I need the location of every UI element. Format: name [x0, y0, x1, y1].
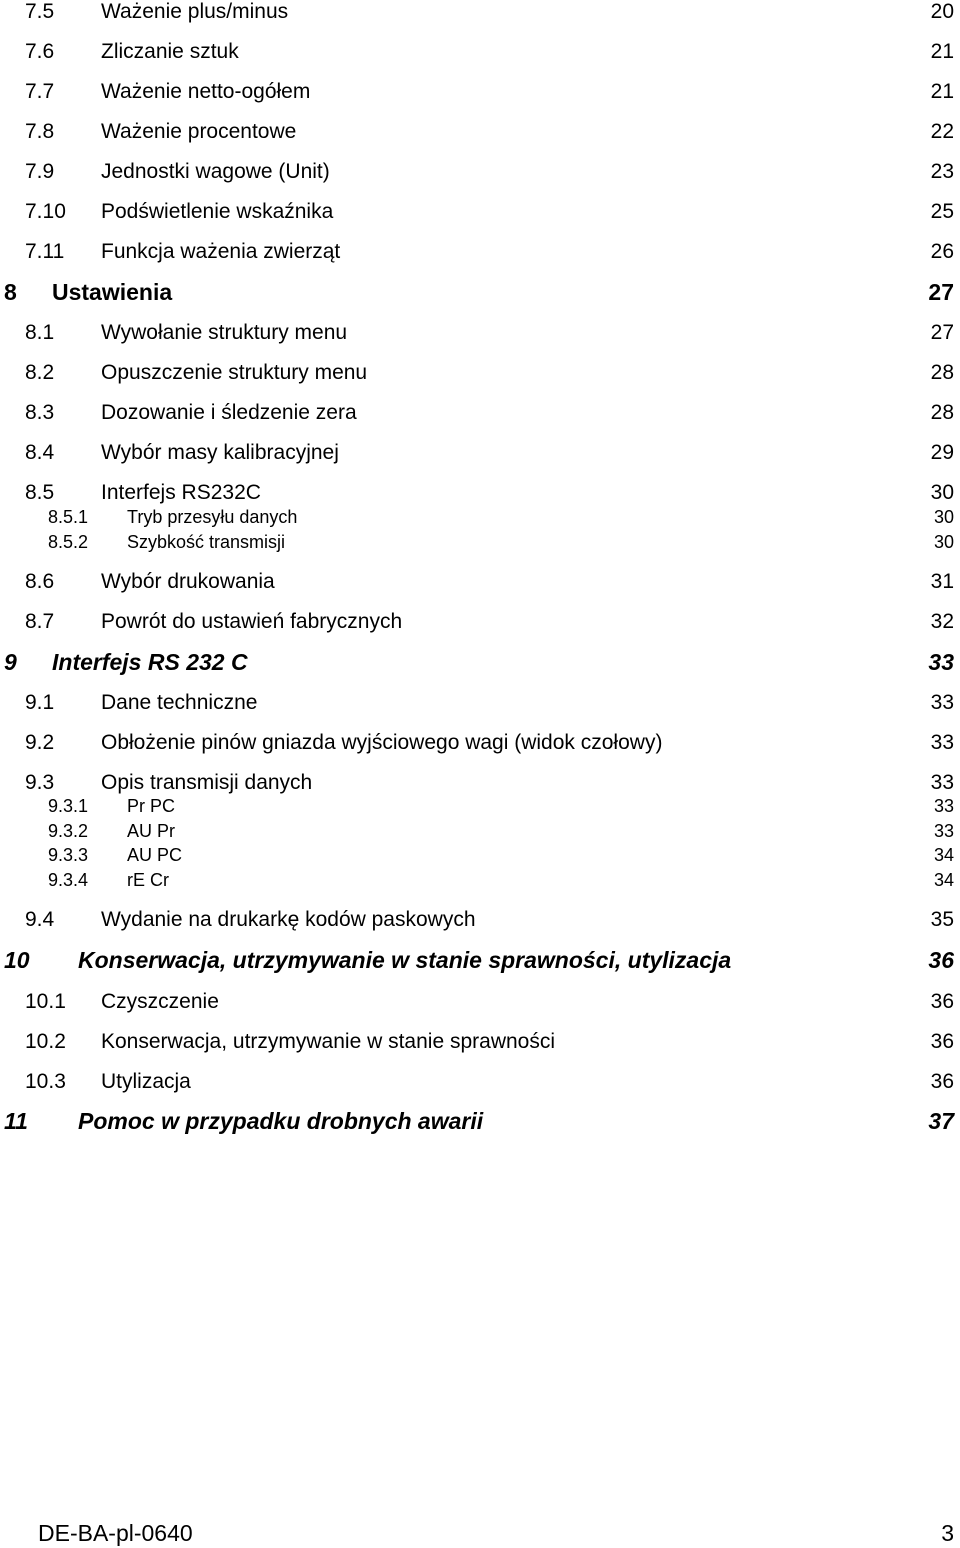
toc-title: Jednostki wagowe (Unit) — [101, 160, 330, 183]
toc-page: 28 — [930, 361, 954, 384]
toc-title: Powrót do ustawień fabrycznych — [101, 610, 403, 633]
toc-number: 11 — [4, 1108, 28, 1134]
toc-page: 33 — [928, 649, 954, 675]
toc-number: 9.3.4 — [48, 870, 89, 890]
toc-page: 36 — [930, 990, 954, 1013]
toc-title: Obłożenie pinów gniazda wyjściowego wagi (widok czołowy) — [101, 731, 663, 754]
toc-page: 36 — [928, 947, 954, 973]
toc-number: 10.3 — [25, 1070, 66, 1093]
toc-title: Dane techniczne — [101, 691, 258, 714]
toc-title: Interfejs RS232C — [101, 481, 261, 504]
toc-page: 29 — [930, 441, 954, 464]
toc-page: 35 — [930, 908, 954, 931]
toc-page: 37 — [928, 1108, 954, 1134]
toc-number: 8.6 — [25, 570, 55, 593]
toc-number: 8.7 — [25, 610, 55, 633]
toc-number: 8.5.1 — [48, 507, 89, 527]
toc-title: Wybór masy kalibracyjnej — [101, 441, 339, 464]
toc-title: Szybkość transmisji — [127, 532, 286, 552]
toc-number: 10.1 — [25, 990, 66, 1013]
toc-number: 8 — [4, 279, 17, 305]
toc-page: 33 — [933, 796, 954, 816]
toc-title: Pr PC — [127, 796, 176, 816]
toc-page: 23 — [930, 160, 954, 183]
toc-page: 21 — [930, 80, 954, 103]
toc-number: 8.5 — [25, 481, 55, 504]
toc-title: Opis transmisji danych — [101, 771, 313, 794]
toc-title: Wywołanie struktury menu — [101, 321, 348, 344]
toc-number: 9.3.3 — [48, 845, 89, 865]
toc-title: Ważenie plus/minus — [101, 0, 289, 23]
toc-number: 7.7 — [25, 80, 55, 103]
toc-number: 7.5 — [25, 0, 55, 23]
toc-page: 36 — [930, 1030, 954, 1053]
page-number: 3 — [941, 1520, 954, 1546]
toc-title: Wybór drukowania — [101, 570, 275, 593]
toc-page: 33 — [930, 731, 954, 754]
toc-page: 36 — [930, 1070, 954, 1093]
toc-page: 33 — [930, 691, 954, 714]
toc-page: 34 — [933, 870, 954, 890]
toc-number: 8.1 — [25, 321, 55, 344]
toc-number: 9.3.1 — [48, 796, 89, 816]
toc-number: 10.2 — [25, 1030, 66, 1053]
toc-page: 27 — [930, 321, 954, 344]
toc-page: 32 — [930, 610, 954, 633]
toc-number: 9.1 — [25, 691, 55, 714]
toc-title: Opuszczenie struktury menu — [101, 361, 368, 384]
toc-title: Konserwacja, utrzymywanie w stanie sprawności — [101, 1030, 556, 1053]
toc-title: Funkcja ważenia zwierząt — [101, 240, 341, 263]
toc-number: 7.11 — [25, 240, 65, 263]
toc-title: Konserwacja, utrzymywanie w stanie sprawności, utylizacja — [78, 947, 732, 973]
toc-page: 27 — [928, 279, 954, 305]
toc-number: 9.3 — [25, 771, 55, 794]
toc-number: 7.9 — [25, 160, 55, 183]
toc-number: 7.6 — [25, 40, 55, 63]
toc-number: 8.4 — [25, 441, 55, 464]
toc-page: 20 — [930, 0, 954, 23]
toc-title: Utylizacja — [101, 1070, 191, 1093]
toc-number: 7.10 — [25, 200, 66, 223]
toc-page: 30 — [933, 507, 954, 527]
toc-number: 9.4 — [25, 908, 55, 931]
toc-title: AU PC — [127, 845, 183, 865]
page-footer — [0, 1522, 960, 1548]
document-code: DE-BA-pl-0640 — [38, 1520, 193, 1546]
toc-number: 8.5.2 — [48, 532, 89, 552]
toc-number: 8.2 — [25, 361, 55, 384]
toc-number: 9.2 — [25, 731, 55, 754]
toc-title: rE Cr — [127, 870, 169, 890]
toc-page: 28 — [930, 401, 954, 424]
toc-title: Pomoc w przypadku drobnych awarii — [78, 1108, 484, 1134]
toc-page: 33 — [933, 821, 954, 841]
toc-page: 33 — [930, 771, 954, 794]
toc-page: 26 — [930, 240, 954, 263]
toc-title: Dozowanie i śledzenie zera — [101, 401, 357, 424]
toc-page: 30 — [930, 481, 954, 504]
toc-title: Ważenie procentowe — [101, 120, 297, 143]
toc-page: 22 — [930, 120, 954, 143]
toc-title: AU Pr — [127, 821, 176, 841]
toc-number: 7.8 — [25, 120, 55, 143]
toc-number: 9 — [4, 649, 17, 675]
toc-title: Wydanie na drukarkę kodów paskowych — [101, 908, 476, 931]
toc-title: Zliczanie sztuk — [101, 40, 239, 63]
toc-page: 31 — [930, 570, 954, 593]
toc-title: Podświetlenie wskaźnika — [101, 200, 334, 223]
toc-number: 10 — [4, 947, 30, 973]
toc-page: 30 — [933, 532, 954, 552]
toc-page: 34 — [933, 845, 954, 865]
toc-title: Interfejs RS 232 C — [52, 649, 248, 675]
toc-page: 21 — [930, 40, 954, 63]
toc-title: Ustawienia — [52, 279, 173, 305]
toc-number: 9.3.2 — [48, 821, 89, 841]
toc-number: 8.3 — [25, 401, 55, 424]
toc-title: Czyszczenie — [101, 990, 219, 1013]
toc-page: 25 — [930, 200, 954, 223]
toc-title: Tryb przesyłu danych — [127, 507, 298, 527]
toc-title: Ważenie netto-ogółem — [101, 80, 311, 103]
